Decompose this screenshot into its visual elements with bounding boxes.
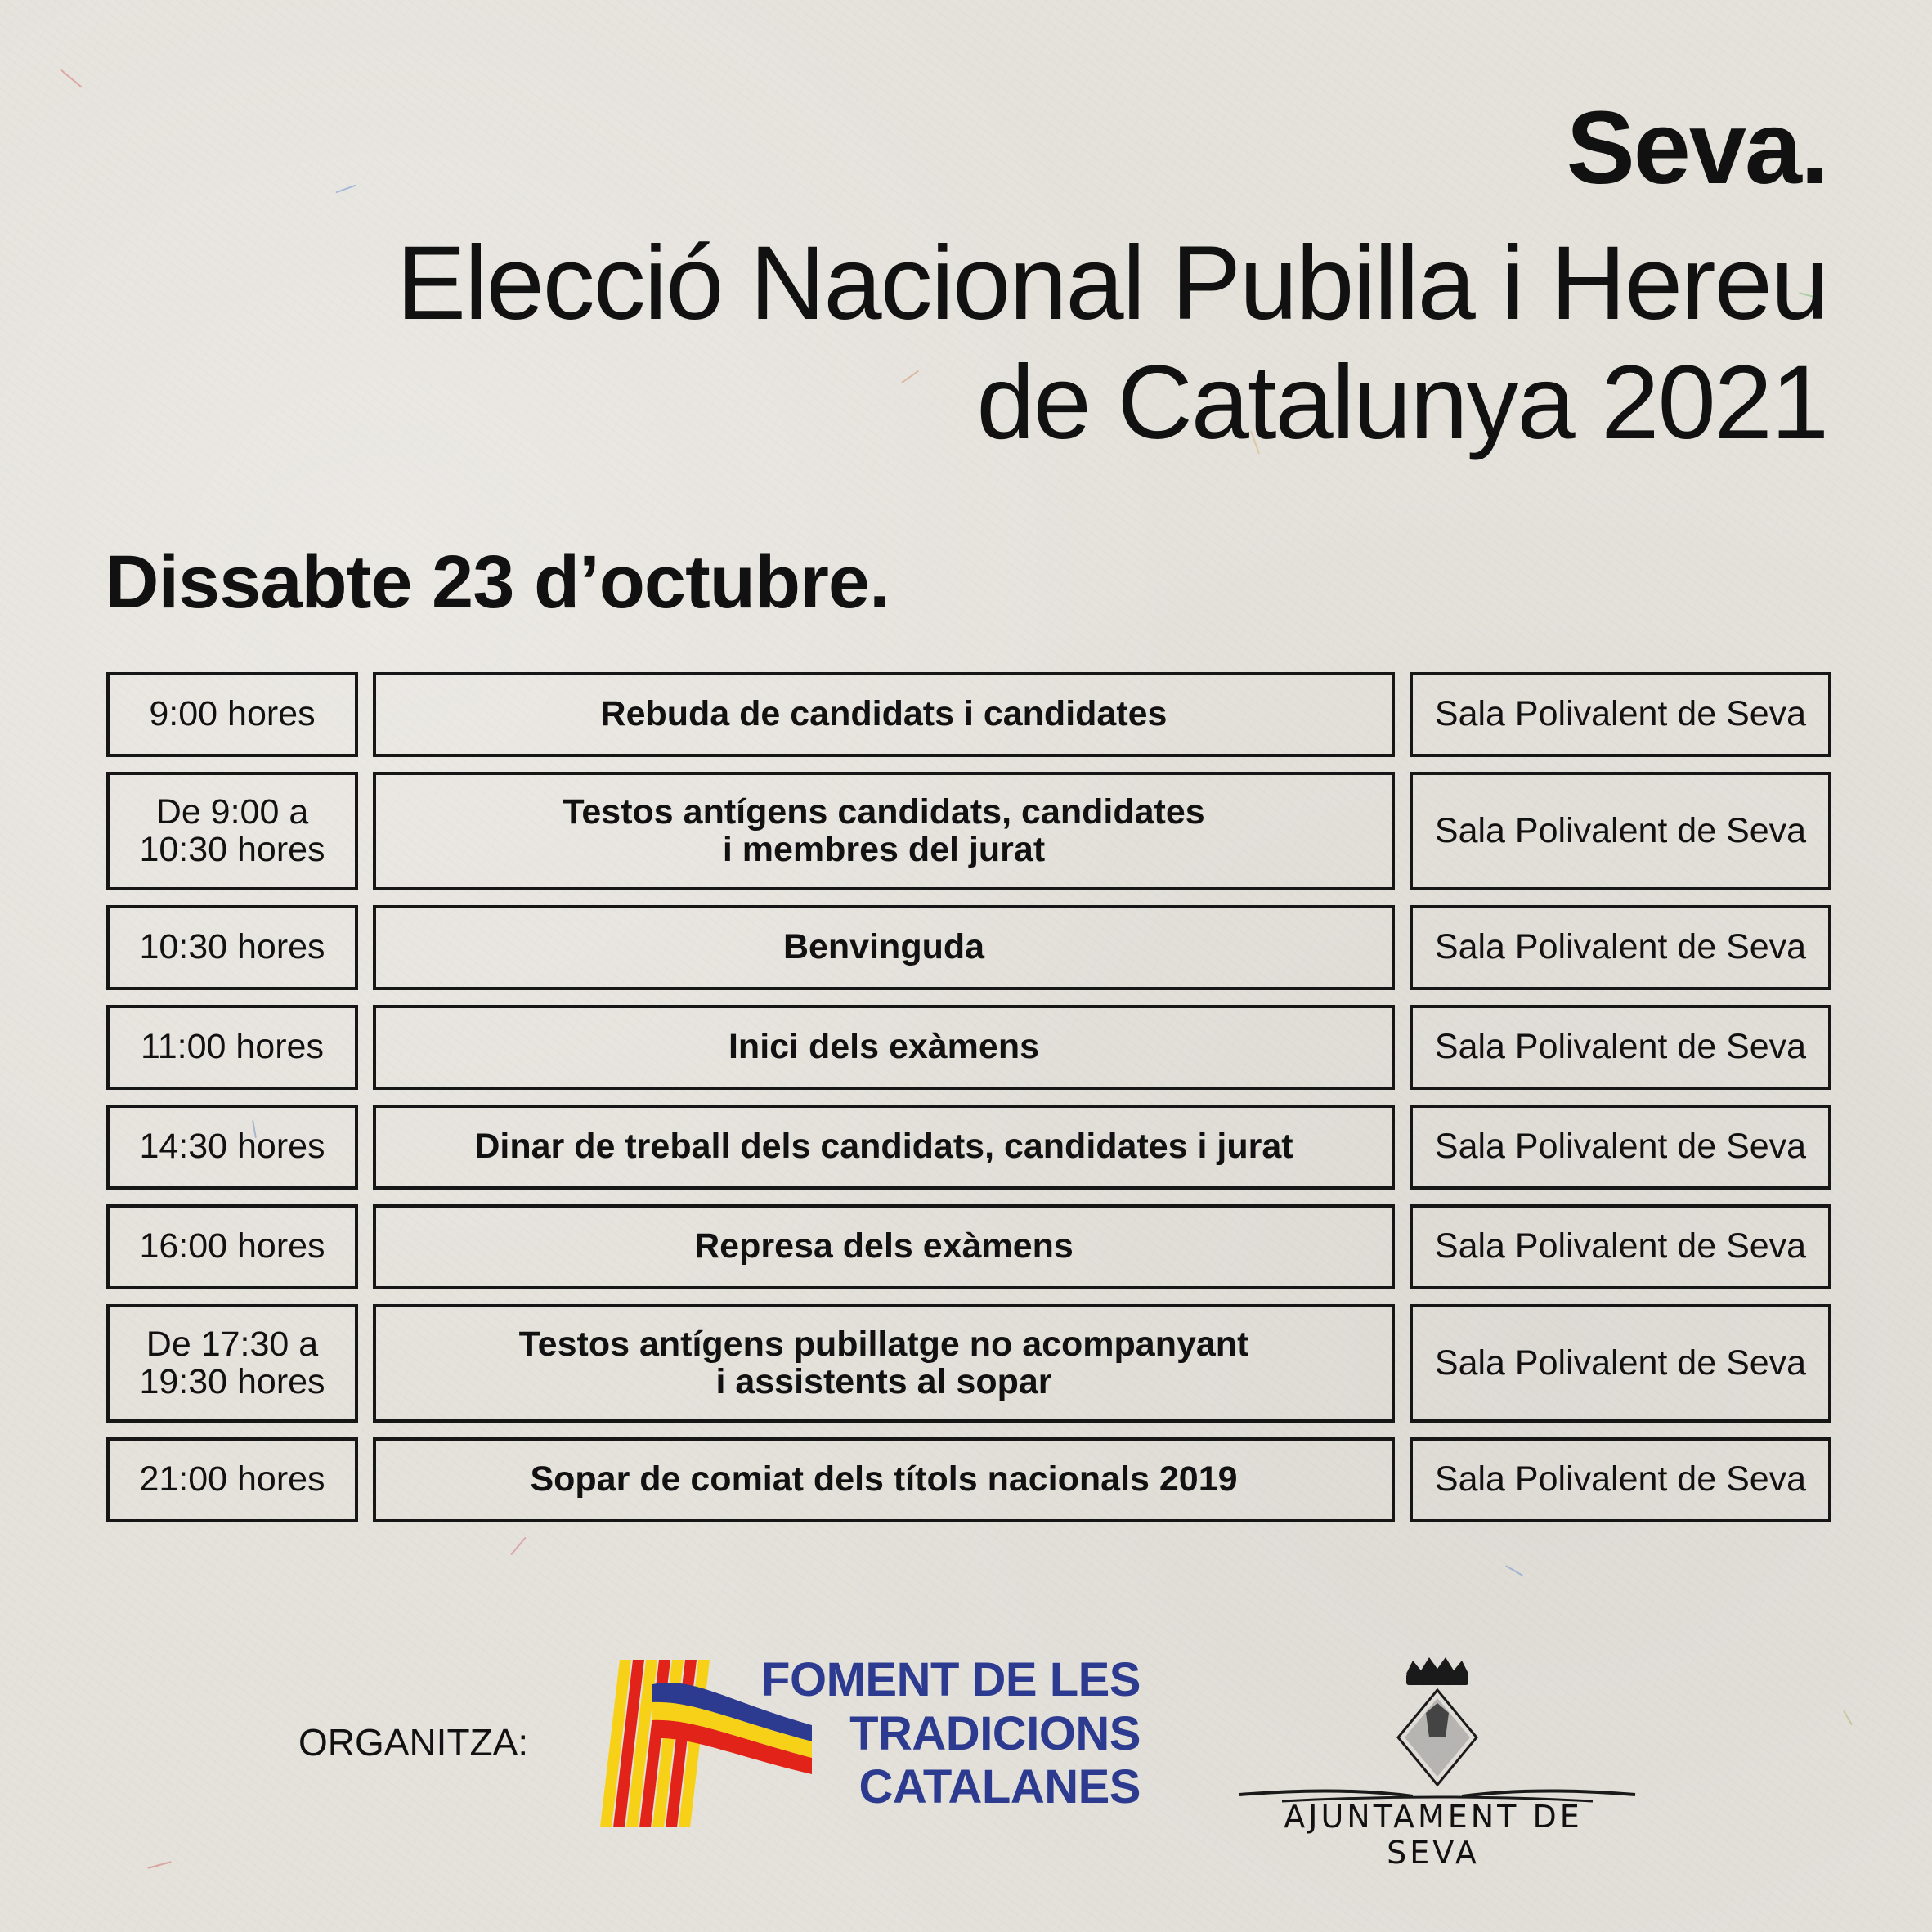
schedule-time: De 17:30 a 19:30 hores bbox=[106, 1304, 358, 1423]
schedule-event: Testos antígens candidats, candidates i membres del jurat bbox=[373, 772, 1395, 890]
schedule-time: 21:00 hores bbox=[106, 1437, 358, 1522]
schedule-event: Inici dels exàmens bbox=[373, 1005, 1395, 1090]
schedule-time: 9:00 hores bbox=[106, 672, 358, 757]
schedule-event: Rebuda de candidats i candidates bbox=[373, 672, 1395, 757]
schedule-place: Sala Polivalent de Seva bbox=[1410, 1005, 1831, 1090]
header bbox=[396, 90, 1827, 463]
schedule-time: 16:00 hores bbox=[106, 1204, 358, 1289]
schedule-time: 11:00 hores bbox=[106, 1005, 358, 1090]
schedule-row bbox=[106, 1304, 1831, 1423]
date-heading: Dissabte 23 d’octubre. bbox=[105, 540, 890, 624]
event-title-line2: de Catalunya 2021 bbox=[976, 343, 1827, 461]
schedule-event: Testos antígens pubillatge no acompanyant i assistents al sopar bbox=[373, 1304, 1395, 1423]
ftc-line1: FOMENT DE LES bbox=[761, 1653, 1141, 1706]
schedule-row bbox=[106, 1005, 1831, 1090]
schedule-place: Sala Polivalent de Seva bbox=[1410, 772, 1831, 890]
schedule-event: Sopar de comiat dels títols nacionals 2019 bbox=[373, 1437, 1395, 1522]
schedule-row bbox=[106, 772, 1831, 890]
schedule-event: Represa dels exàmens bbox=[373, 1204, 1395, 1289]
event-title-line1: Elecció Nacional Pubilla i Hereu bbox=[396, 225, 1827, 342]
ftc-line3: CATALANES bbox=[858, 1760, 1141, 1814]
schedule-row bbox=[106, 1105, 1831, 1190]
schedule-event: Dinar de treball dels candidats, candidates i jurat bbox=[373, 1105, 1395, 1190]
brand-title: Seva. bbox=[1566, 90, 1827, 205]
schedule-place: Sala Polivalent de Seva bbox=[1410, 1105, 1831, 1190]
schedule-time: De 9:00 a 10:30 hores bbox=[106, 772, 358, 890]
schedule-event: Benvinguda bbox=[373, 905, 1395, 990]
schedule-place: Sala Polivalent de Seva bbox=[1410, 1304, 1831, 1423]
schedule-table bbox=[106, 672, 1831, 1537]
schedule-row bbox=[106, 1204, 1831, 1289]
schedule-time: 10:30 hores bbox=[106, 905, 358, 990]
schedule-place: Sala Polivalent de Seva bbox=[1410, 905, 1831, 990]
foment-tradicions-text bbox=[752, 1653, 1141, 1814]
schedule-row bbox=[106, 1437, 1831, 1522]
schedule-place: Sala Polivalent de Seva bbox=[1410, 1437, 1831, 1522]
ajuntament-label: AJUNTAMENT DE SEVA bbox=[1284, 1799, 1583, 1871]
organizer-label: ORGANITZA: bbox=[298, 1721, 529, 1764]
schedule-row bbox=[106, 905, 1831, 990]
schedule-time: 14:30 hores bbox=[106, 1105, 358, 1190]
schedule-place: Sala Polivalent de Seva bbox=[1410, 672, 1831, 757]
schedule-place: Sala Polivalent de Seva bbox=[1410, 1204, 1831, 1289]
schedule-row bbox=[106, 672, 1831, 757]
ftc-line2: TRADICIONS bbox=[849, 1706, 1141, 1760]
